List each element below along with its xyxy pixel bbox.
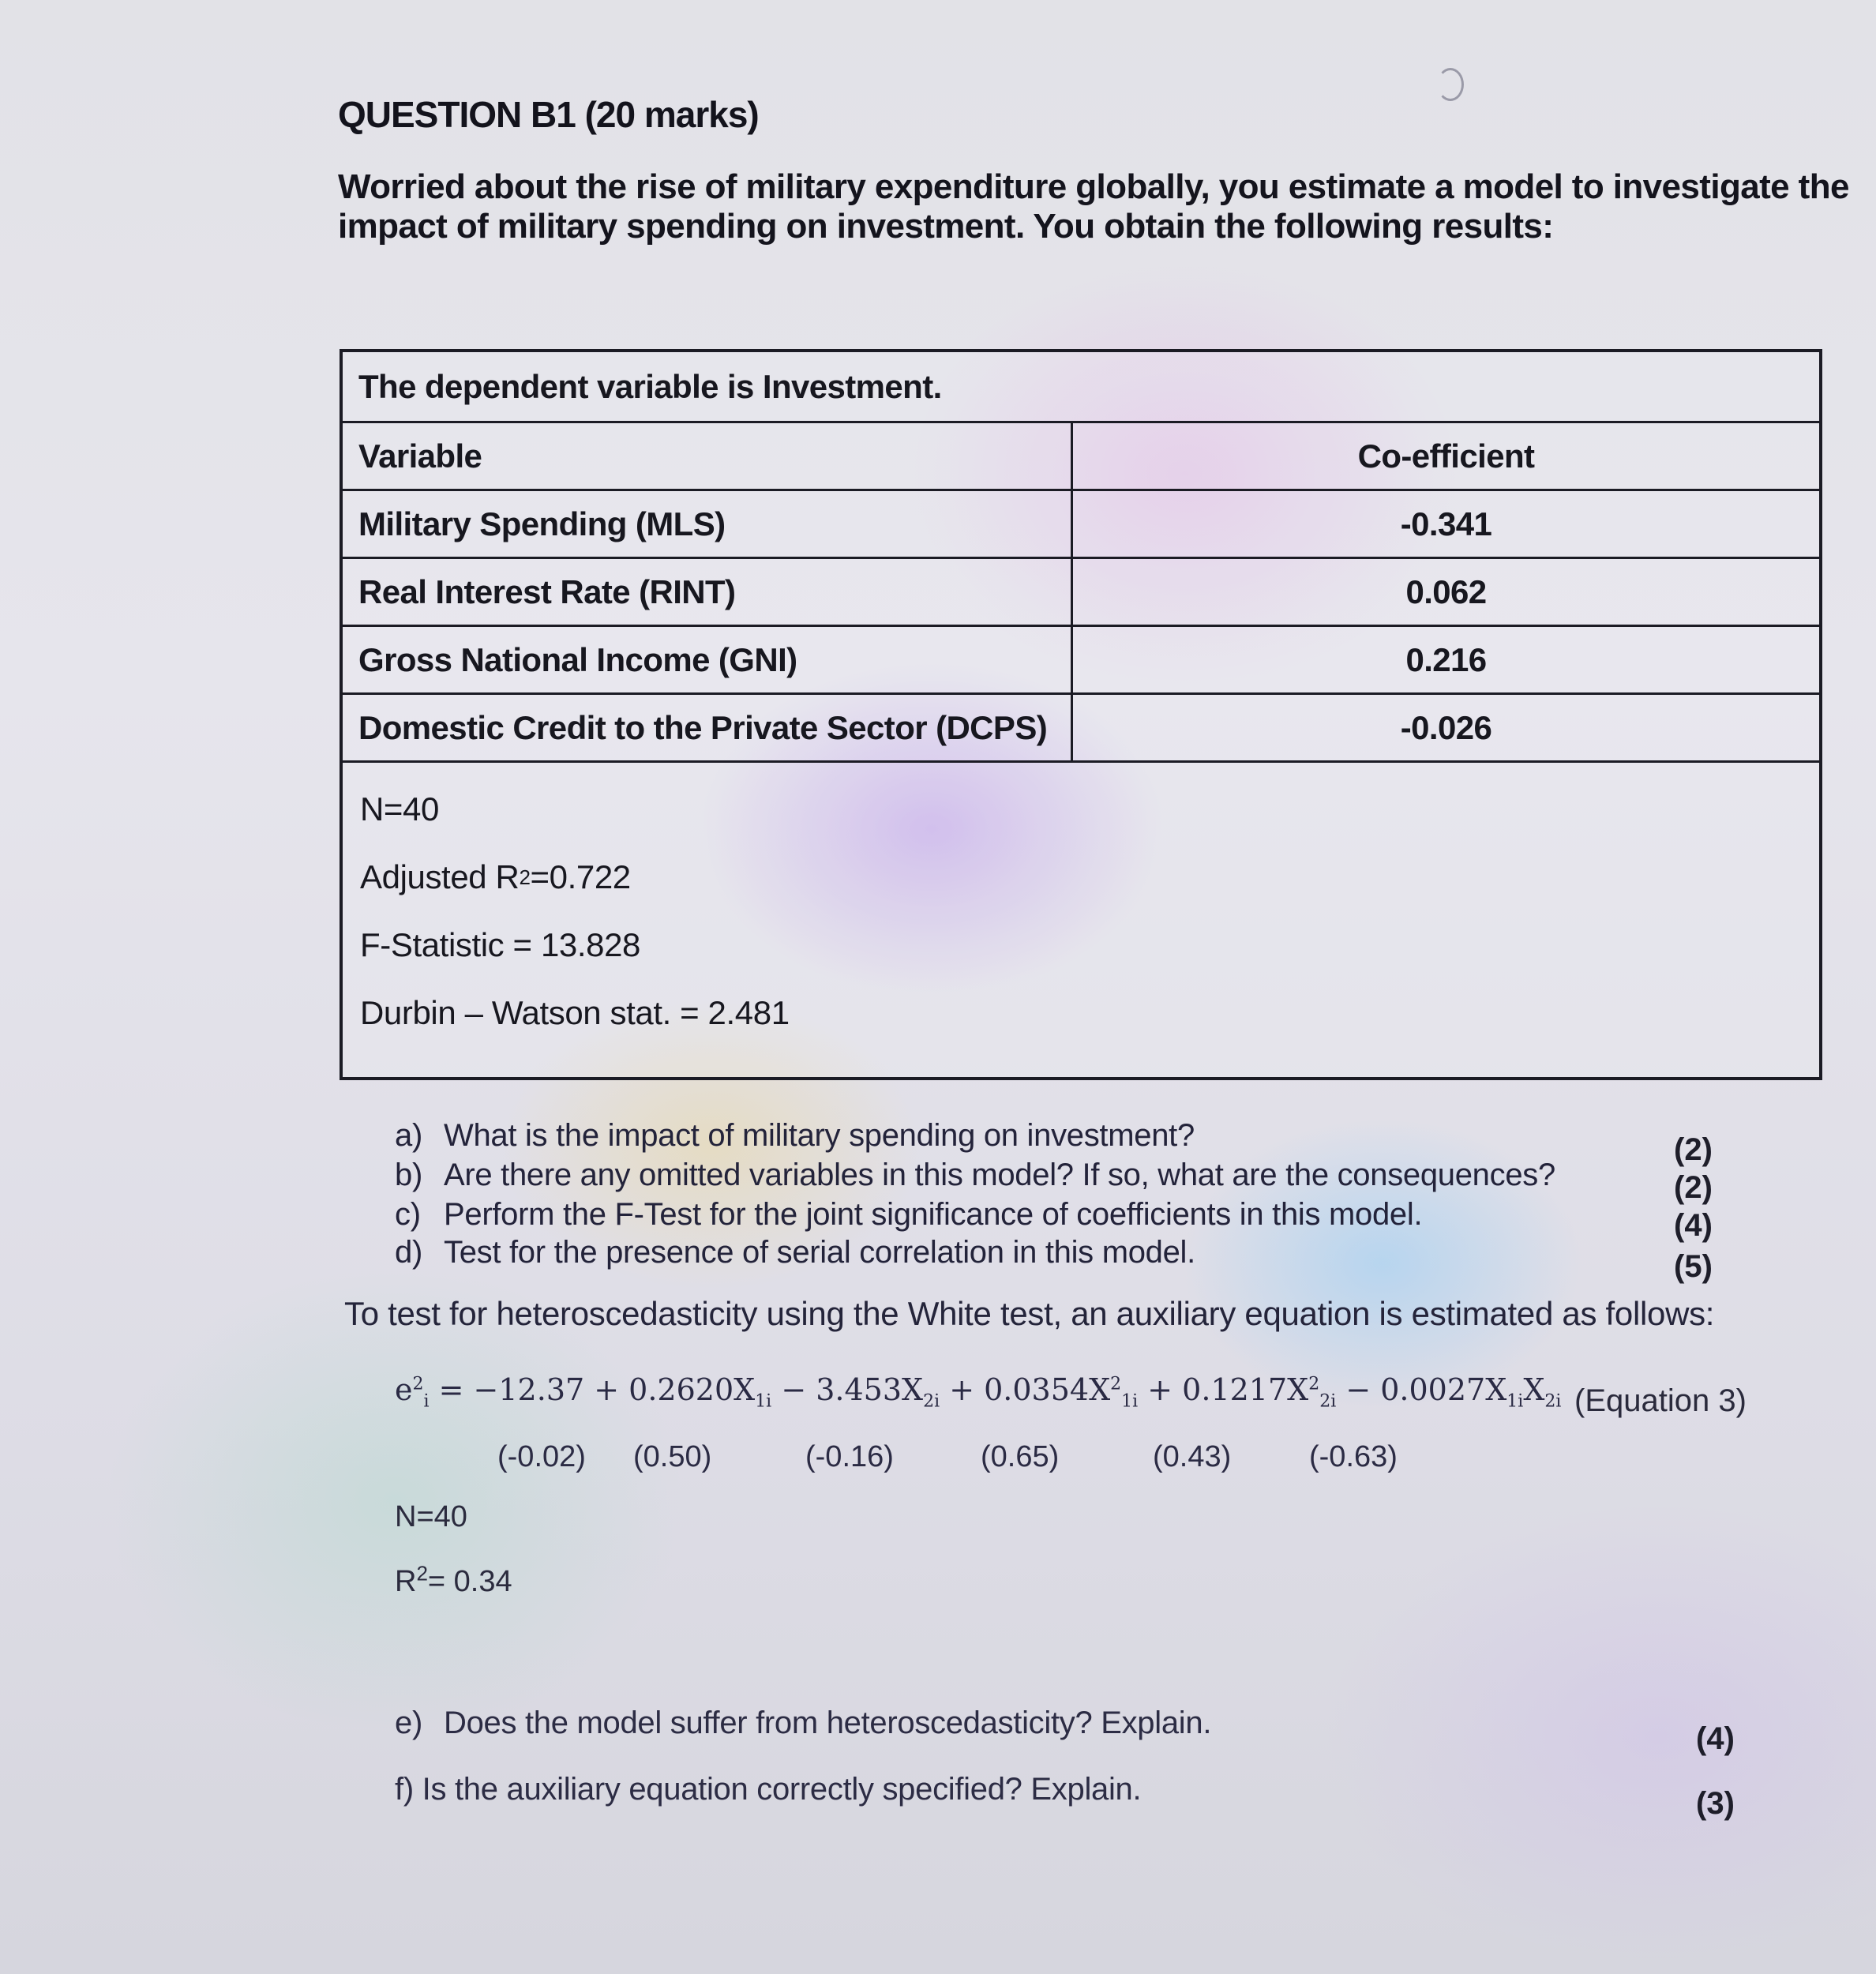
eq-term-1: = −12.37 + 0.2620X <box>429 1372 756 1407</box>
t-stat: (-0.16) <box>805 1440 894 1473</box>
t-stat: (-0.63) <box>1309 1440 1398 1473</box>
aux-stat-n: N=40 <box>395 1500 467 1533</box>
question-title: QUESTION B1 (20 marks) <box>338 94 759 135</box>
eq-term-5b: X <box>1523 1372 1545 1407</box>
marks-c: (4) <box>1674 1208 1713 1243</box>
regression-results-table <box>340 349 1822 1080</box>
table-caption: The dependent variable is Investment. <box>358 367 942 405</box>
coefficient-cell: -0.026 <box>1400 708 1492 746</box>
white-test-intro: To test for heteroscedasticity using the White test, an auxiliary equation is estimated as follows: <box>344 1295 1715 1332</box>
stat-n: N=40 <box>360 790 439 828</box>
adj-r2-label: Adjusted R <box>360 858 520 895</box>
t-stat: (0.43) <box>1153 1440 1232 1473</box>
question-letter: a) <box>395 1118 422 1153</box>
question-text: Perform the F-Test for the joint significance of coefficients in this model. <box>444 1197 1423 1232</box>
coefficient-cell: 0.062 <box>1405 572 1487 610</box>
t-stat: (-0.02) <box>497 1440 586 1473</box>
page-mark <box>1437 68 1464 101</box>
eq-term-2: − 3.453X <box>771 1372 924 1407</box>
table-row <box>343 491 1819 559</box>
eq-sub-5a: 1i <box>1506 1391 1524 1412</box>
eq-lhs-exp: 2 <box>412 1374 424 1394</box>
model-statistics <box>343 763 1819 1077</box>
intro-line-2: impact of military spending on investment. You obtain the following results: <box>338 207 1554 246</box>
header-coefficient: Co-efficient <box>1357 437 1535 475</box>
coefficient-cell: -0.341 <box>1400 505 1492 542</box>
header-variable: Variable <box>343 423 1073 489</box>
question-d <box>395 1235 1195 1270</box>
t-stat: (0.50) <box>633 1440 712 1473</box>
eq-exp-4: 2 <box>1308 1374 1320 1394</box>
marks-b: (2) <box>1674 1170 1713 1205</box>
question-letter: b) <box>395 1158 422 1192</box>
eq-sub-3: 1i <box>1121 1391 1139 1412</box>
question-text: Test for the presence of serial correlation in this model. <box>444 1235 1195 1270</box>
question-text: Does the model suffer from heteroscedasticity? Explain. <box>444 1706 1212 1740</box>
eq-exp-3: 2 <box>1110 1374 1122 1394</box>
table-row <box>343 695 1819 763</box>
question-letter: f) <box>395 1772 414 1807</box>
aux-r2-label: R <box>395 1565 417 1598</box>
eq-sub-2: 2i <box>923 1391 940 1412</box>
variable-cell: Real Interest Rate (RINT) <box>343 559 1073 625</box>
variable-cell: Military Spending (MLS) <box>343 491 1073 557</box>
stat-durbin-watson: Durbin – Watson stat. = 2.481 <box>360 994 790 1031</box>
question-f <box>395 1772 1141 1807</box>
eq-term-3: + 0.0354X <box>940 1372 1111 1407</box>
table-caption-row <box>343 352 1819 423</box>
question-letter: d) <box>395 1235 422 1270</box>
marks-a: (2) <box>1674 1132 1713 1167</box>
eq-sub-5b: 2i <box>1544 1391 1562 1412</box>
variable-cell: Gross National Income (GNI) <box>343 627 1073 692</box>
question-text: Is the auxiliary equation correctly specified? Explain. <box>422 1772 1142 1807</box>
table-row <box>343 627 1819 695</box>
question-a <box>395 1118 1195 1154</box>
eq-lhs-sub: i <box>423 1391 430 1412</box>
table-header-row <box>343 423 1819 491</box>
question-c <box>395 1197 1422 1233</box>
intro-line-1: Worried about the rise of military expenditure globally, you estimate a model to investigate the <box>338 167 1849 206</box>
eq-term-5: − 0.0027X <box>1336 1372 1507 1407</box>
eq-lhs: e <box>395 1372 413 1407</box>
question-intro <box>338 167 1849 246</box>
marks-f: (3) <box>1696 1786 1735 1821</box>
question-text: What is the impact of military spending on investment? <box>444 1118 1195 1153</box>
stat-adjusted-r2: Adjusted R 2 =0.722 <box>360 858 631 895</box>
marks-d: (5) <box>1674 1249 1713 1284</box>
table-row <box>343 559 1819 627</box>
aux-r2-value: = 0.34 <box>427 1565 512 1598</box>
eq-sub-1: 1i <box>755 1391 772 1412</box>
question-letter: c) <box>395 1197 421 1232</box>
aux-r2-exponent: 2 <box>416 1561 428 1586</box>
question-b <box>395 1158 1555 1193</box>
equation-label: (Equation 3) <box>1574 1383 1747 1418</box>
question-e <box>395 1706 1211 1741</box>
eq-sub-4: 2i <box>1319 1391 1337 1412</box>
stat-f-statistic: F-Statistic = 13.828 <box>360 926 641 963</box>
question-letter: e) <box>395 1706 422 1740</box>
marks-e: (4) <box>1696 1721 1735 1756</box>
variable-cell: Domestic Credit to the Private Sector (DCPS) <box>343 695 1073 760</box>
adj-r2-value: =0.722 <box>530 858 631 895</box>
question-text: Are there any omitted variables in this model? If so, what are the consequences? <box>444 1158 1555 1192</box>
eq-term-4: + 0.1217X <box>1138 1372 1309 1407</box>
t-stat: (0.65) <box>981 1440 1060 1473</box>
auxiliary-equation <box>395 1372 1561 1412</box>
coefficient-cell: 0.216 <box>1405 640 1487 678</box>
aux-stat-r2 <box>395 1561 512 1599</box>
